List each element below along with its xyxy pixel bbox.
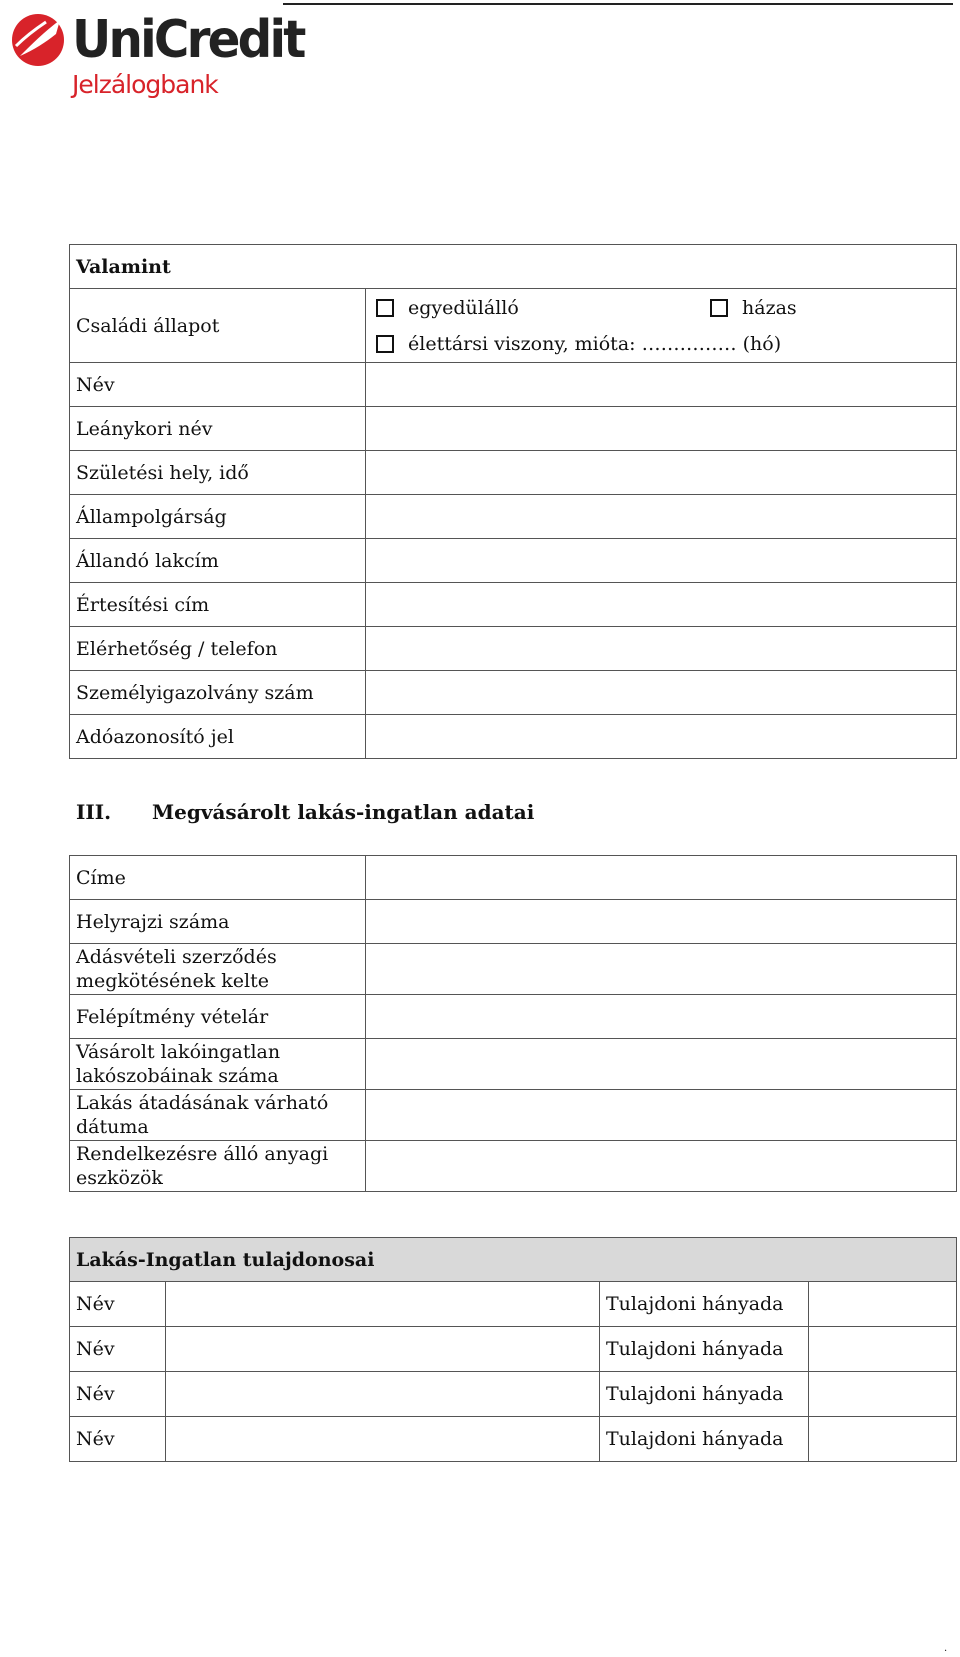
field-label-available-funds: Rendelkezésre álló anyagi eszközök	[70, 1141, 366, 1192]
field-label-lot-number: Helyrajzi száma	[70, 900, 366, 944]
field-label-purchase-price: Felépítmény vételár	[70, 995, 366, 1039]
field-label-maiden-name: Leánykori név	[70, 407, 366, 451]
marital-status-options	[366, 289, 957, 363]
field-input-maiden-name[interactable]	[366, 407, 957, 451]
section-heading: Megvásárolt lakás-ingatlan adatai	[152, 800, 535, 824]
married-option-label: házas	[742, 296, 797, 319]
footer-mark: .	[944, 1643, 948, 1654]
field-label-room-count: Vásárolt lakóingatlan lakószobáinak száma	[70, 1039, 366, 1090]
field-label-permanent-address: Állandó lakcím	[70, 539, 366, 583]
household-header: Valamint	[70, 245, 957, 289]
field-label-phone: Elérhetőség / telefon	[70, 627, 366, 671]
field-input-lot-number[interactable]	[366, 900, 957, 944]
owner-share-label: Tulajdoni hányada	[600, 1282, 809, 1327]
top-rule	[283, 3, 953, 5]
field-input-tax-id[interactable]	[366, 715, 957, 759]
unicredit-logo-icon	[10, 12, 66, 68]
owner-share-label: Tulajdoni hányada	[600, 1327, 809, 1372]
field-input-mailing-address[interactable]	[366, 583, 957, 627]
owner-share-input[interactable]	[809, 1327, 957, 1372]
partnership-checkbox[interactable]	[376, 335, 394, 353]
owner-name-input[interactable]	[166, 1282, 600, 1327]
field-input-contract-date[interactable]	[366, 944, 957, 995]
owner-share-input[interactable]	[809, 1282, 957, 1327]
unicredit-logo	[10, 8, 310, 108]
owner-share-label: Tulajdoni hányada	[600, 1372, 809, 1417]
partnership-option-label: élettársi viszony, mióta: …………… (hó)	[408, 332, 782, 355]
field-input-birth[interactable]	[366, 451, 957, 495]
owners-header: Lakás-Ingatlan tulajdonosai	[70, 1238, 957, 1282]
owners-table	[69, 1237, 957, 1462]
owner-name-input[interactable]	[166, 1372, 600, 1417]
single-option-label: egyedülálló	[408, 296, 519, 319]
field-input-permanent-address[interactable]	[366, 539, 957, 583]
field-label-tax-id: Adóazonosító jel	[70, 715, 366, 759]
field-label-mailing-address: Értesítési cím	[70, 583, 366, 627]
field-label-id-card: Személyigazolvány szám	[70, 671, 366, 715]
field-input-name[interactable]	[366, 363, 957, 407]
owner-share-input[interactable]	[809, 1372, 957, 1417]
field-input-handover-date[interactable]	[366, 1090, 957, 1141]
field-label-address: Címe	[70, 856, 366, 900]
field-input-phone[interactable]	[366, 627, 957, 671]
property-table	[69, 855, 957, 1192]
owner-name-label: Név	[70, 1327, 166, 1372]
owner-name-input[interactable]	[166, 1417, 600, 1462]
field-input-purchase-price[interactable]	[366, 995, 957, 1039]
logo-subtitle: Jelzálogbank	[72, 70, 218, 99]
field-label-handover-date: Lakás átadásának várható dátuma	[70, 1090, 366, 1141]
field-input-id-card[interactable]	[366, 671, 957, 715]
section-title	[76, 800, 534, 824]
household-table	[69, 244, 957, 759]
owner-name-input[interactable]	[166, 1327, 600, 1372]
field-input-address[interactable]	[366, 856, 957, 900]
logo-name: UniCredit	[72, 10, 304, 70]
field-label-birth: Születési hely, idő	[70, 451, 366, 495]
field-input-room-count[interactable]	[366, 1039, 957, 1090]
owner-share-label: Tulajdoni hányada	[600, 1417, 809, 1462]
section-number: III.	[76, 800, 112, 824]
field-label-citizenship: Állampolgárság	[70, 495, 366, 539]
field-input-citizenship[interactable]	[366, 495, 957, 539]
owner-share-input[interactable]	[809, 1417, 957, 1462]
married-checkbox[interactable]	[710, 299, 728, 317]
owner-name-label: Név	[70, 1372, 166, 1417]
owner-name-label: Név	[70, 1417, 166, 1462]
owner-name-label: Név	[70, 1282, 166, 1327]
single-checkbox[interactable]	[376, 299, 394, 317]
marital-status-label: Családi állapot	[70, 289, 366, 363]
field-label-contract-date: Adásvételi szerződés megkötésének kelte	[70, 944, 366, 995]
field-input-available-funds[interactable]	[366, 1141, 957, 1192]
field-label-name: Név	[70, 363, 366, 407]
